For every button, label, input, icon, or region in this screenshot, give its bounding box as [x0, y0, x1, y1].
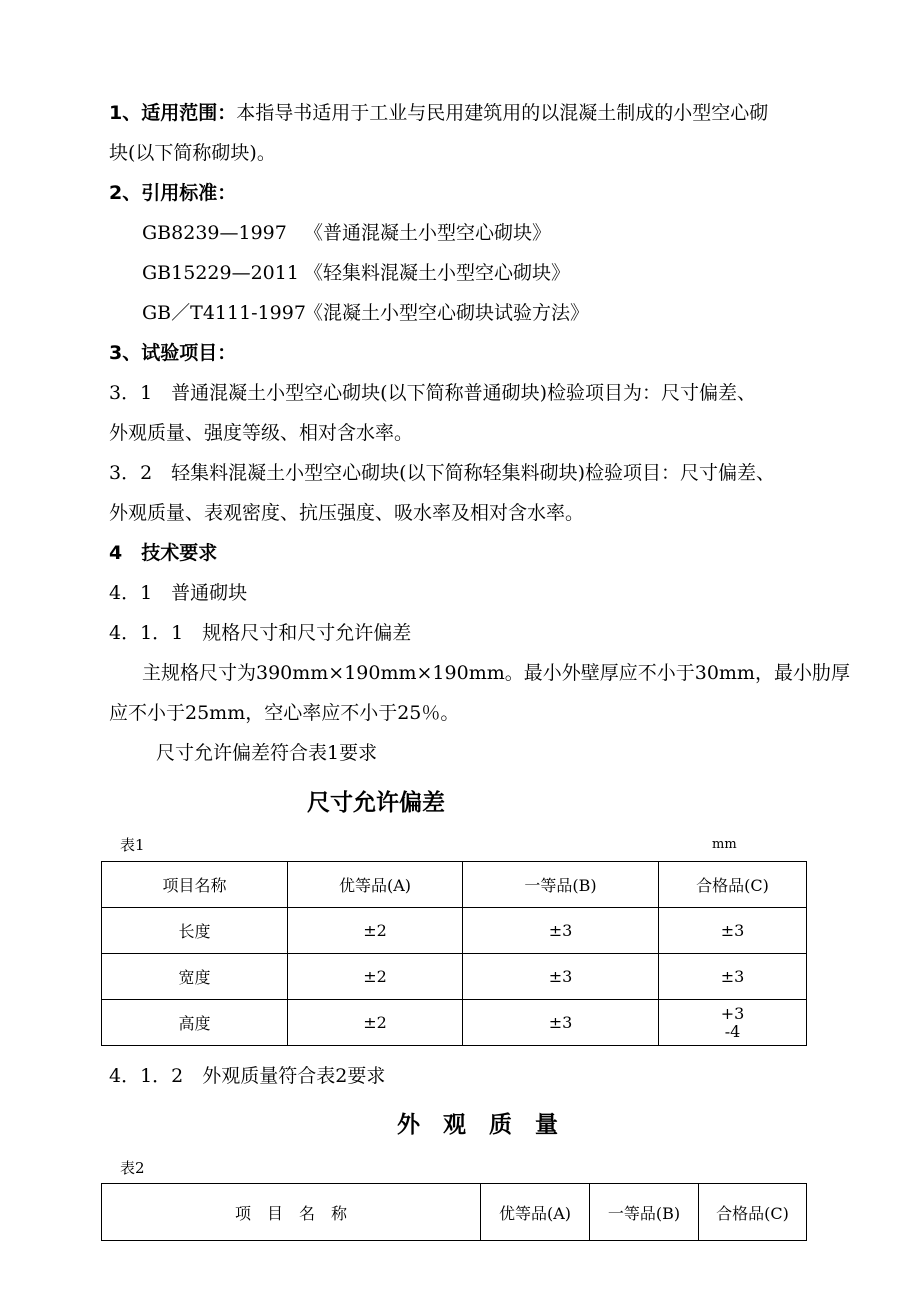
- table-header-cell: 项 目 名 称: [102, 1184, 481, 1241]
- table-header-cell: 合格品(C): [699, 1184, 807, 1241]
- table-2: [101, 1183, 807, 1241]
- table-cell: ±3: [659, 954, 807, 1000]
- table-cell: ±3: [463, 954, 659, 1000]
- section-1-text: 本指导书适用于工业与民用建筑用的以混凝土制成的小型空心砌: [236, 102, 769, 124]
- table-header-cell: 一等品(B): [590, 1184, 699, 1241]
- section-1-label: 1、适用范围：: [109, 102, 237, 124]
- section-3-2-line-1: 3．2 轻集料混凝土小型空心砌块(以下简称轻集料砌块)检验项目：尺寸偏差、: [109, 462, 776, 484]
- tolerance-minus: -4: [724, 1021, 741, 1041]
- table-2-title: 外 观 质 量: [397, 1112, 558, 1138]
- section-3-heading: 3、试验项目：: [109, 342, 237, 364]
- reference-code: GB／T4111-1997: [142, 302, 306, 324]
- table-1-label: 表1: [120, 836, 145, 854]
- table-header-cell: 优等品(A): [288, 862, 463, 908]
- table-header-cell: 项目名称: [102, 862, 288, 908]
- paragraph-1-line-2: 应不小于25mm，空心率应不小于25％。: [109, 702, 460, 724]
- table-cell: ±2: [288, 908, 463, 954]
- section-4-heading: 4 技术要求: [109, 542, 218, 564]
- table-row: [102, 1000, 807, 1046]
- reference-item: [142, 221, 551, 245]
- table-header-cell: 合格品(C): [659, 862, 807, 908]
- paragraph-1-line-1: 主规格尺寸为390mm×190mm×190mm。最小外壁厚应不小于30mm，最小肋厚: [142, 662, 850, 684]
- reference-item: [142, 301, 589, 325]
- table-cell: 宽度: [102, 954, 288, 1000]
- paragraph-2: 尺寸允许偏差符合表1要求: [156, 742, 378, 764]
- reference-title: 《轻集料混凝土小型空心砌块》: [304, 262, 571, 284]
- reference-item: [142, 261, 570, 285]
- section-4-1-1: 4．1．1 规格尺寸和尺寸允许偏差: [109, 622, 412, 644]
- section-3-1-line-2: 外观质量、强度等级、相对含水率。: [109, 422, 414, 444]
- table-1-title: 尺寸允许偏差: [307, 790, 445, 816]
- section-1-line-1: [109, 101, 768, 125]
- table-2-label: 表2: [120, 1159, 145, 1177]
- section-1-line-2: 块(以下简称砌块)。: [109, 142, 276, 164]
- table-cell: ±3: [463, 908, 659, 954]
- table-cell: 高度: [102, 1000, 288, 1046]
- reference-title: 《混凝土小型空心砌块试验方法》: [304, 302, 590, 324]
- reference-code: GB8239—1997: [142, 222, 287, 244]
- table-row: [102, 954, 807, 1000]
- section-3-1-line-1: 3．1 普通混凝土小型空心砌块(以下简称普通砌块)检验项目为：尺寸偏差、: [109, 382, 757, 404]
- table-header-row: [102, 1184, 807, 1241]
- table-header-cell: 一等品(B): [463, 862, 659, 908]
- table-header-row: [102, 862, 807, 908]
- table-row: [102, 908, 807, 954]
- table-1: [101, 861, 807, 1046]
- section-2-heading: 2、引用标准：: [109, 182, 237, 204]
- section-3-2-line-2: 外观质量、表观密度、抗压强度、吸水率及相对含水率。: [109, 502, 585, 524]
- table-cell: [659, 1000, 807, 1046]
- table-cell: ±2: [288, 954, 463, 1000]
- table-cell: 长度: [102, 908, 288, 954]
- table-header-cell: 优等品(A): [481, 1184, 590, 1241]
- table-cell: ±3: [463, 1000, 659, 1046]
- table-1-unit: mm: [712, 837, 737, 852]
- tolerance-plus: +3: [720, 1003, 745, 1023]
- table-cell: ±3: [659, 908, 807, 954]
- reference-code: GB15229—2011: [142, 262, 299, 284]
- section-4-1: 4．1 普通砌块: [109, 582, 248, 604]
- section-4-1-2: 4．1．2 外观质量符合表2要求: [109, 1065, 386, 1087]
- table-cell: ±2: [288, 1000, 463, 1046]
- reference-title: 《普通混凝土小型空心砌块》: [304, 222, 552, 244]
